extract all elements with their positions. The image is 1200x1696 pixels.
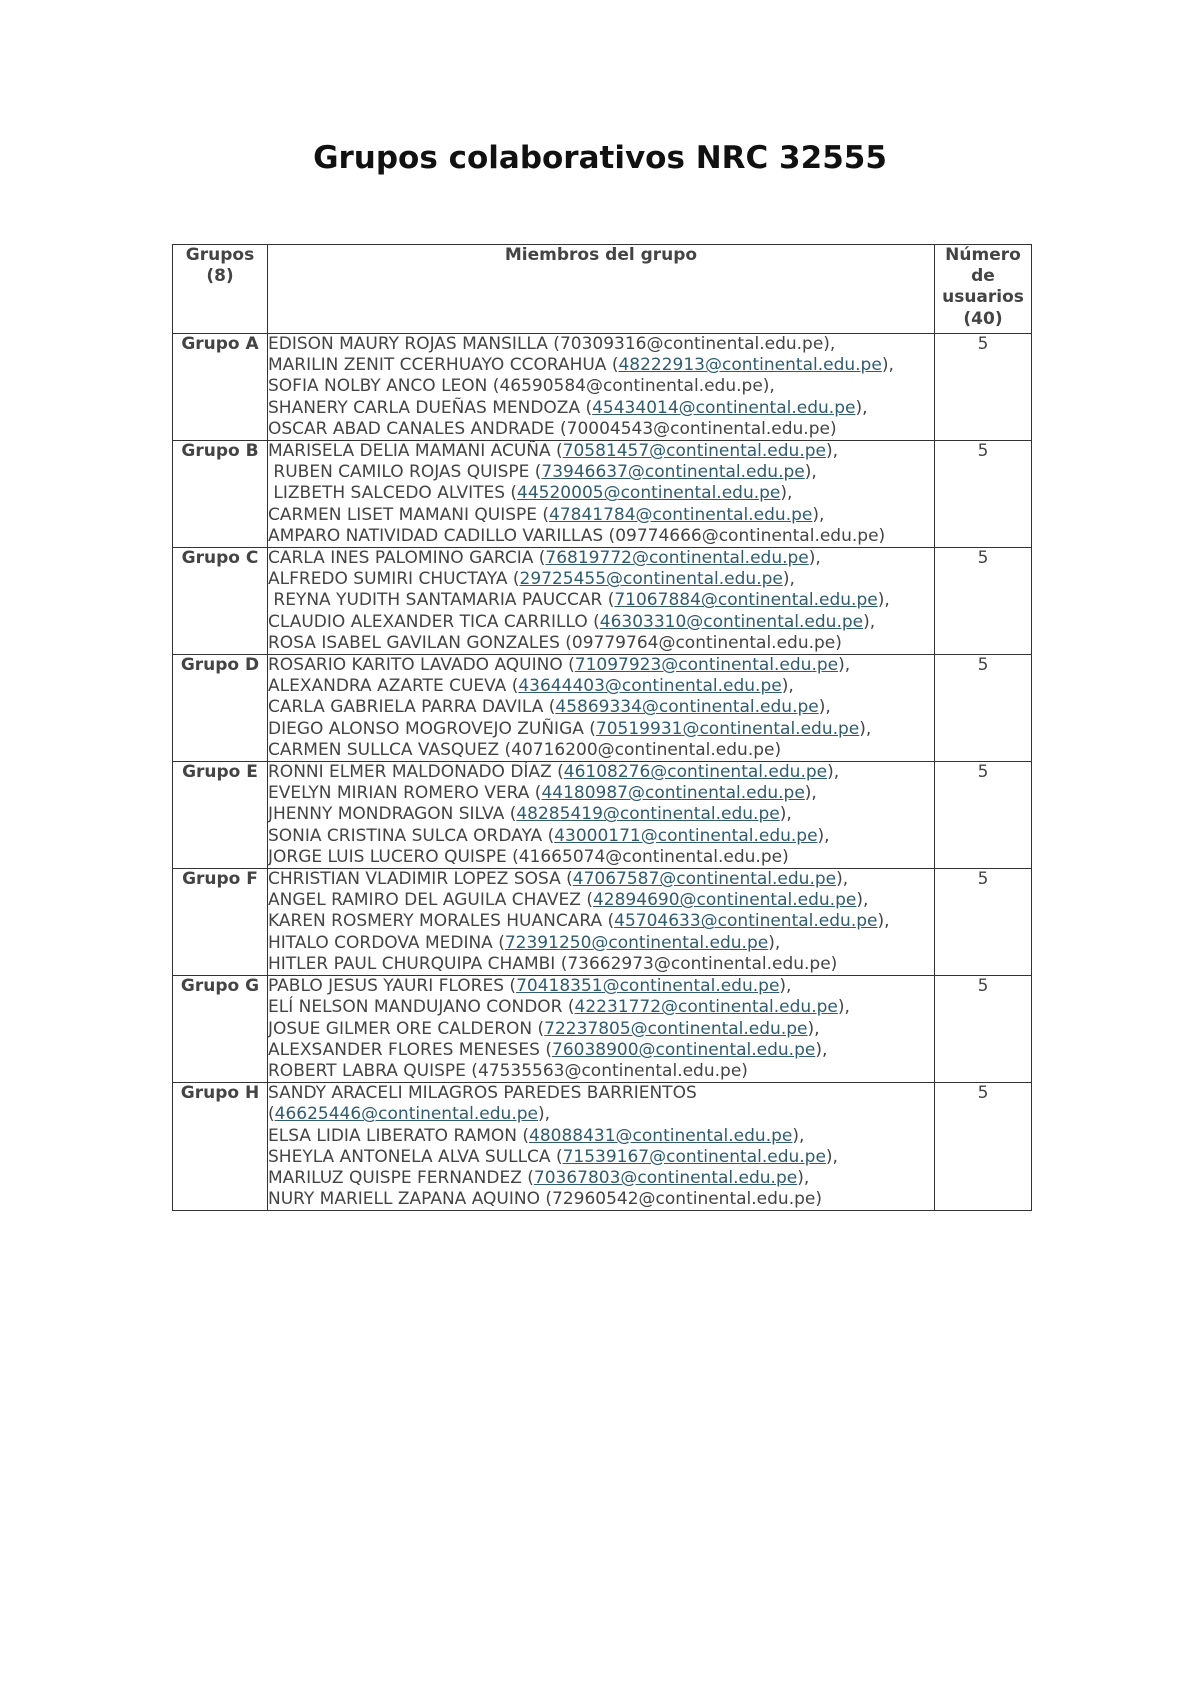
member-name: CARMEN SULLCA VASQUEZ ( — [268, 739, 512, 760]
member-entry — [268, 890, 934, 911]
member-entry — [268, 334, 934, 355]
group-members — [268, 655, 935, 762]
member-suffix: ), — [881, 355, 894, 376]
member-entry — [268, 740, 934, 761]
member-suffix: ) — [815, 1189, 822, 1210]
member-name: ALEXSANDER FLORES MENESES ( — [268, 1039, 552, 1060]
member-entry — [268, 719, 934, 740]
member-suffix: ), — [797, 1167, 810, 1188]
member-suffix: ), — [792, 1125, 805, 1146]
member-name: ELÍ NELSON MANDUJANO CONDOR ( — [268, 997, 575, 1018]
member-entry — [268, 655, 934, 676]
group-name: Grupo F — [173, 869, 268, 976]
header-groups: Grupos (8) — [173, 245, 268, 334]
member-entry — [268, 847, 934, 868]
member-suffix: ) — [878, 525, 886, 546]
member-email-link[interactable]: 47067587@continental.edu.pe — [572, 869, 837, 890]
group-name: Grupo D — [173, 655, 268, 762]
member-email-link[interactable]: 43644403@continental.edu.pe — [518, 676, 782, 697]
table-row — [173, 1083, 1032, 1211]
member-entry — [268, 441, 934, 462]
group-count: 5 — [935, 762, 1032, 869]
member-suffix: ) — [835, 632, 842, 653]
member-email-link[interactable]: 44180987@continental.edu.pe — [541, 783, 805, 804]
member-name: KAREN ROSMERY MORALES HUANCARA ( — [268, 911, 615, 932]
member-entry — [268, 548, 934, 569]
member-email-link[interactable]: 72237805@continental.edu.pe — [544, 1018, 808, 1039]
member-suffix: ), — [838, 655, 851, 676]
member-name: ROSARIO KARITO LAVADO AQUINO ( — [268, 655, 575, 676]
member-entry — [268, 462, 934, 483]
group-name: Grupo A — [173, 334, 268, 441]
member-name: RUBEN CAMILO ROJAS QUISPE ( — [268, 462, 542, 483]
group-count: 5 — [935, 548, 1032, 655]
table-row — [173, 548, 1032, 655]
group-name: Grupo G — [173, 976, 268, 1083]
member-entry — [268, 569, 934, 590]
member-suffix: ) — [774, 739, 782, 760]
group-name: Grupo C — [173, 548, 268, 655]
member-entry — [268, 783, 934, 804]
member-entry — [268, 1126, 934, 1147]
table-row — [173, 869, 1032, 976]
member-suffix: ), — [537, 1104, 551, 1125]
group-count: 5 — [935, 976, 1032, 1083]
table-row — [173, 334, 1032, 441]
member-entry — [268, 633, 934, 654]
member-suffix: ) — [782, 846, 789, 867]
member-email: 70309316@continental.edu.pe — [559, 334, 824, 354]
member-email-link[interactable]: 45434014@continental.edu.pe — [592, 397, 856, 418]
member-email-link[interactable]: 48088431@continental.edu.pe — [529, 1125, 793, 1146]
member-email: 70004543@continental.edu.pe — [566, 418, 830, 439]
member-entry — [268, 762, 934, 783]
member-entry — [268, 505, 934, 526]
member-email-link[interactable]: 70418351@continental.edu.pe — [516, 976, 780, 997]
member-email-link[interactable]: 73946637@continental.edu.pe — [541, 462, 805, 483]
member-entry — [268, 911, 934, 932]
member-email-link[interactable]: 76819772@continental.edu.pe — [545, 548, 809, 569]
member-name: ROSA ISABEL GAVILAN GONZALES ( — [268, 632, 572, 653]
member-name: HITALO CORDOVA MEDINA ( — [268, 932, 505, 953]
member-suffix: ), — [825, 1146, 838, 1167]
member-email-link[interactable]: 71097923@continental.edu.pe — [574, 655, 839, 676]
member-entry — [268, 1061, 934, 1082]
member-suffix: ), — [808, 548, 821, 569]
member-name: SHANERY CARLA DUEÑAS MENDOZA ( — [268, 397, 593, 418]
member-email-link[interactable]: 70581457@continental.edu.pe — [562, 441, 826, 462]
member-email-link[interactable]: 46303310@continental.edu.pe — [599, 611, 864, 632]
member-name: MARILUZ QUISPE FERNANDEZ ( — [268, 1167, 534, 1188]
member-name: SANDY ARACELI MILAGROS PAREDES BARRIENTOS ( — [268, 1083, 703, 1125]
member-suffix: ) — [829, 418, 837, 439]
member-name: SONIA CRISTINA SULCA ORDAYA ( — [268, 825, 555, 846]
member-name: EDISON MAURY ROJAS MANSILLA ( — [268, 334, 560, 354]
member-name: CARLA GABRIELA PARRA DAVILA ( — [268, 697, 556, 718]
member-suffix: ), — [804, 462, 817, 483]
member-name: OSCAR ABAD CANALES ANDRADE ( — [268, 418, 567, 439]
member-name: NURY MARIELL ZAPANA AQUINO ( — [268, 1189, 553, 1210]
group-count: 5 — [935, 334, 1032, 441]
group-members — [268, 334, 935, 441]
member-name: SOFIA NOLBY ANCO LEON ( — [268, 376, 500, 397]
member-email-link[interactable]: 48285419@continental.edu.pe — [516, 804, 780, 825]
member-suffix: ), — [823, 334, 836, 354]
member-email: 47535563@continental.edu.pe — [477, 1060, 742, 1081]
member-suffix: ), — [859, 718, 872, 739]
member-entry — [268, 954, 934, 975]
table-body — [173, 334, 1032, 1211]
member-suffix: ), — [826, 441, 839, 462]
member-suffix: ), — [768, 932, 781, 953]
group-count: 5 — [935, 655, 1032, 762]
member-name: HITLER PAUL CHURQUIPA CHAMBI ( — [268, 953, 568, 974]
member-email-link[interactable]: 29725455@continental.edu.pe — [519, 569, 783, 590]
group-name: Grupo H — [173, 1083, 268, 1211]
member-name: JHENNY MONDRAGON SILVA ( — [268, 804, 517, 825]
group-count: 5 — [935, 1083, 1032, 1211]
member-suffix: ), — [827, 762, 840, 783]
groups-table — [172, 244, 1032, 1211]
member-email-link[interactable]: 47841784@continental.edu.pe — [549, 504, 813, 525]
table-row — [173, 976, 1032, 1083]
member-email: 09779764@continental.edu.pe — [571, 632, 836, 653]
table-row — [173, 655, 1032, 762]
group-members — [268, 762, 935, 869]
member-entry — [268, 804, 934, 825]
member-suffix: ), — [863, 611, 876, 632]
member-name: ALFREDO SUMIRI CHUCTAYA ( — [268, 569, 520, 590]
member-name: ALEXANDRA AZARTE CUEVA ( — [268, 676, 519, 697]
member-email: 72960542@continental.edu.pe — [552, 1189, 816, 1210]
member-email: 46590584@continental.edu.pe — [499, 376, 763, 397]
table-row — [173, 441, 1032, 548]
member-name: CARLA INES PALOMINO GARCIA ( — [268, 548, 546, 569]
member-email-link[interactable]: 71067884@continental.edu.pe — [614, 590, 878, 611]
member-name: MARISELA DELIA MAMANI ACUÑA ( — [268, 441, 563, 462]
member-email-link[interactable]: 42231772@continental.edu.pe — [574, 997, 838, 1018]
member-name: CLAUDIO ALEXANDER TICA CARRILLO ( — [268, 611, 600, 632]
member-entry — [268, 869, 934, 890]
member-entry — [268, 376, 934, 397]
member-email-link[interactable]: 76038900@continental.edu.pe — [552, 1039, 816, 1060]
member-entry — [268, 398, 934, 419]
member-suffix: ), — [855, 397, 868, 418]
member-name: EVELYN MIRIAN ROMERO VERA ( — [268, 783, 542, 804]
member-name: REYNA YUDITH SANTAMARIA PAUCCAR ( — [268, 590, 615, 611]
member-name: ROBERT LABRA QUISPE ( — [268, 1060, 478, 1081]
member-suffix: ), — [804, 783, 817, 804]
member-name: AMPARO NATIVIDAD CADILLO VARILLAS ( — [268, 525, 616, 546]
member-entry — [268, 483, 934, 504]
member-name: RONNI ELMER MALDONADO DÍAZ ( — [268, 762, 564, 783]
member-name: LIZBETH SALCEDO ALVITES ( — [268, 483, 518, 504]
member-entry — [268, 697, 934, 718]
member-email-link[interactable]: 71539167@continental.edu.pe — [562, 1146, 826, 1167]
member-entry — [268, 590, 934, 611]
member-entry — [268, 997, 934, 1018]
member-email-link[interactable]: 43000171@continental.edu.pe — [554, 825, 818, 846]
member-suffix: ), — [779, 804, 792, 825]
member-suffix: ), — [782, 569, 795, 590]
member-name: SHEYLA ANTONELA ALVA SULLCA ( — [268, 1146, 563, 1167]
group-count: 5 — [935, 441, 1032, 548]
group-members — [268, 869, 935, 976]
group-members — [268, 976, 935, 1083]
member-name: JOSUE GILMER ORE CALDERON ( — [268, 1018, 545, 1039]
table-row — [173, 762, 1032, 869]
member-suffix: ), — [817, 825, 830, 846]
member-name: CHRISTIAN VLADIMIR LOPEZ SOSA ( — [268, 869, 573, 890]
member-suffix: ), — [818, 697, 831, 718]
member-email-link[interactable]: 48222913@continental.edu.pe — [618, 355, 882, 376]
member-suffix: ), — [812, 504, 825, 525]
member-name: JORGE LUIS LUCERO QUISPE ( — [268, 846, 519, 867]
member-entry — [268, 1083, 934, 1125]
page-title: Grupos colaborativos NRC 32555 — [313, 140, 887, 176]
member-suffix: ), — [807, 1018, 820, 1039]
member-suffix: ), — [837, 997, 850, 1018]
group-members — [268, 548, 935, 655]
member-suffix: ), — [856, 890, 869, 911]
group-name: Grupo B — [173, 441, 268, 548]
member-entry — [268, 1040, 934, 1061]
member-email-link[interactable]: 44520005@continental.edu.pe — [517, 483, 781, 504]
member-name: DIEGO ALONSO MOGROVEJO ZUÑIGA ( — [268, 718, 596, 739]
member-suffix: ), — [762, 376, 775, 397]
member-suffix: ), — [780, 483, 793, 504]
member-email-link[interactable]: 45869334@continental.edu.pe — [555, 697, 819, 718]
member-email-link[interactable]: 70519931@continental.edu.pe — [595, 718, 860, 739]
member-entry — [268, 1147, 934, 1168]
member-suffix: ), — [779, 976, 792, 997]
member-entry — [268, 826, 934, 847]
member-suffix: ), — [781, 676, 794, 697]
member-email: 09774666@continental.edu.pe — [615, 525, 879, 546]
member-entry — [268, 676, 934, 697]
member-name: PABLO JESUS YAURI FLORES ( — [268, 976, 517, 997]
group-count: 5 — [935, 869, 1032, 976]
member-entry — [268, 612, 934, 633]
member-entry — [268, 1189, 934, 1210]
member-entry — [268, 933, 934, 954]
member-email-link[interactable]: 45704633@continental.edu.pe — [614, 911, 878, 932]
table-header-row — [173, 245, 1032, 334]
header-members: Miembros del grupo — [268, 245, 935, 334]
member-suffix: ), — [877, 911, 890, 932]
group-members — [268, 441, 935, 548]
member-suffix: ) — [830, 953, 838, 974]
member-name: ANGEL RAMIRO DEL AGUILA CHAVEZ ( — [268, 890, 593, 911]
member-suffix: ), — [836, 869, 849, 890]
member-entry — [268, 526, 934, 547]
member-name: ELSA LIDIA LIBERATO RAMON ( — [268, 1125, 530, 1146]
member-email: 40716200@continental.edu.pe — [511, 739, 775, 760]
member-email-link[interactable]: 42894690@continental.edu.pe — [592, 890, 857, 911]
member-suffix: ), — [877, 590, 890, 611]
header-count: Número de usuarios (40) — [935, 245, 1032, 334]
member-email-link[interactable]: 46108276@continental.edu.pe — [563, 762, 828, 783]
member-email-link[interactable]: 70367803@continental.edu.pe — [533, 1167, 798, 1188]
member-name: CARMEN LISET MAMANI QUISPE ( — [268, 504, 550, 525]
member-email: 41665074@continental.edu.pe — [518, 846, 783, 867]
member-suffix: ), — [815, 1039, 828, 1060]
member-email-link[interactable]: 72391250@continental.edu.pe — [504, 932, 769, 953]
member-entry — [268, 1019, 934, 1040]
member-suffix: ) — [741, 1060, 748, 1081]
member-entry — [268, 419, 934, 440]
member-entry — [268, 355, 934, 376]
member-email: 73662973@continental.edu.pe — [567, 953, 831, 974]
group-members — [268, 1083, 935, 1211]
member-email-link[interactable]: 46625446@continental.edu.pe — [274, 1104, 538, 1125]
group-name: Grupo E — [173, 762, 268, 869]
member-entry — [268, 976, 934, 997]
member-entry — [268, 1168, 934, 1189]
member-name: MARILIN ZENIT CCERHUAYO CCORAHUA ( — [268, 355, 619, 376]
